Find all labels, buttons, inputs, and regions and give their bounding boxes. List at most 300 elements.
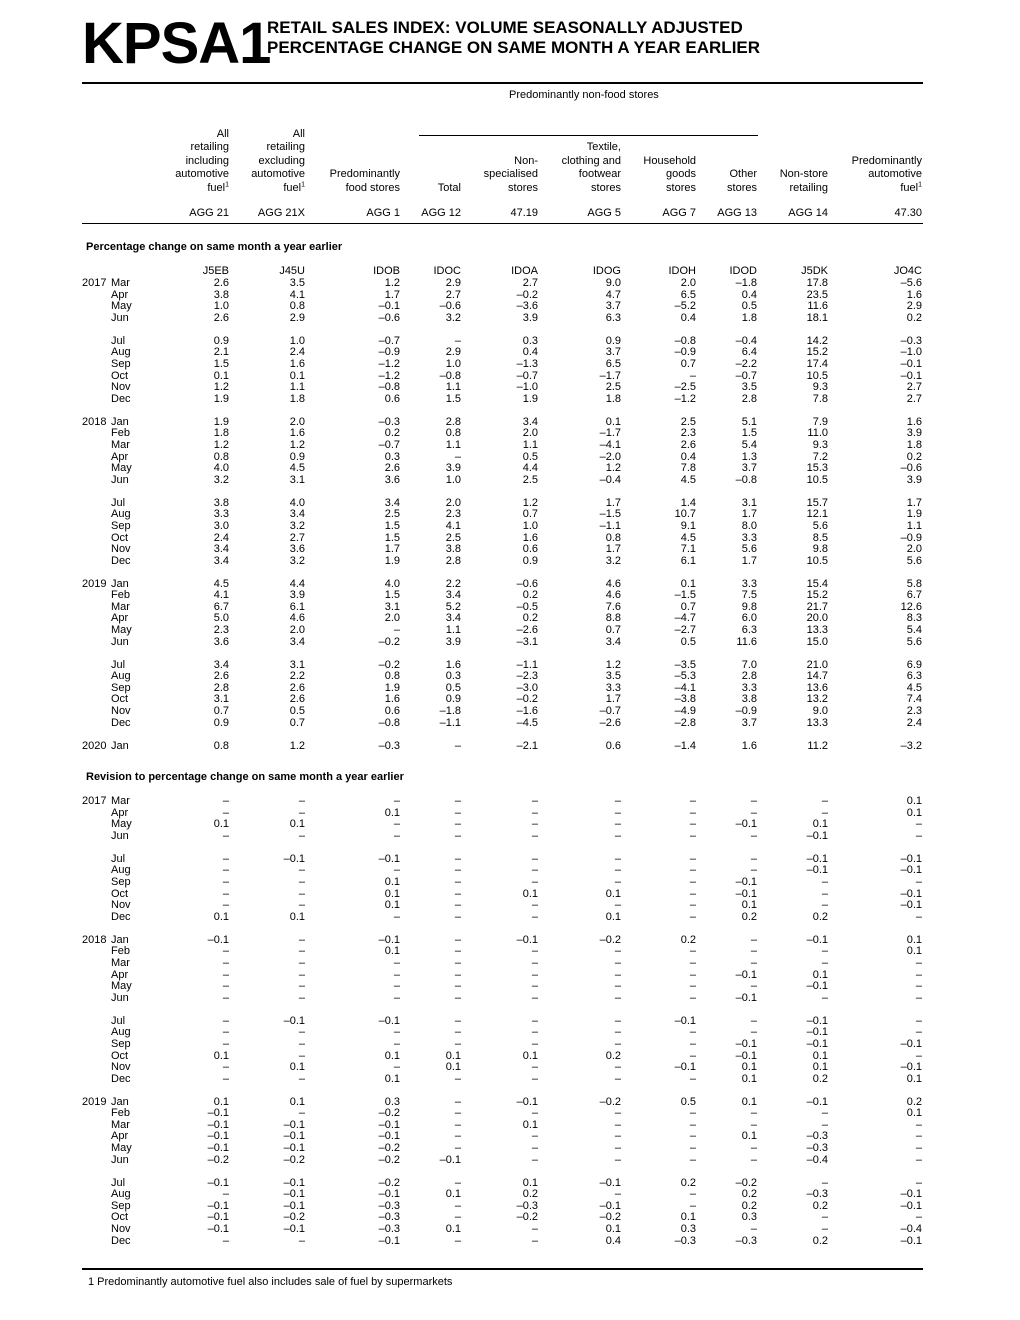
table-cell: 10.5 bbox=[806, 369, 828, 382]
table-cell: – bbox=[222, 991, 229, 1004]
table-cell: – bbox=[689, 887, 696, 900]
table-cell: – bbox=[614, 1061, 621, 1074]
table-cell: – bbox=[689, 369, 696, 382]
table-cell: 6.1 bbox=[289, 600, 305, 613]
table-cell: – bbox=[454, 1199, 461, 1212]
table-cell: – bbox=[750, 956, 757, 969]
table-cell: 0.2 bbox=[906, 1095, 922, 1108]
table-cell: 1.2 bbox=[289, 739, 305, 752]
table-cell: 14.7 bbox=[806, 670, 828, 683]
row-month: Apr bbox=[111, 968, 129, 981]
series-code: IDOH bbox=[668, 265, 696, 277]
table-cell: – bbox=[393, 1061, 400, 1074]
table-cell: –1.5 bbox=[674, 589, 696, 602]
table-cell: – bbox=[454, 968, 461, 981]
table-cell: – bbox=[689, 910, 696, 923]
table-cell: 0.1 bbox=[741, 899, 757, 912]
table-cell: 4.5 bbox=[680, 473, 696, 486]
column-header-text: retailing bbox=[789, 181, 828, 194]
table-cell: – bbox=[222, 806, 229, 819]
table-cell: – bbox=[915, 1026, 922, 1039]
row-month: May bbox=[111, 980, 132, 993]
series-code: J45U bbox=[279, 265, 305, 277]
table-cell: – bbox=[298, 968, 305, 981]
table-cell: 1.6 bbox=[522, 531, 538, 544]
table-cell: – bbox=[821, 945, 828, 958]
table-cell: 0.1 bbox=[384, 1049, 400, 1062]
table-cell: 5.6 bbox=[812, 519, 828, 532]
row-month: Apr bbox=[111, 450, 129, 463]
column-header-line bbox=[562, 168, 621, 181]
agg-code: AGG 21 bbox=[189, 207, 229, 219]
table-cell: – bbox=[821, 991, 828, 1004]
table-cell: – bbox=[531, 956, 538, 969]
table-cell: 6.4 bbox=[741, 346, 757, 359]
table-cell: 10.5 bbox=[806, 554, 828, 567]
table-cell: –0.2 bbox=[378, 658, 400, 671]
table-cell: 2.7 bbox=[906, 392, 922, 405]
table-cell: –0.1 bbox=[900, 899, 922, 912]
column-header-line bbox=[330, 182, 400, 195]
table-cell: –1.6 bbox=[516, 705, 538, 718]
table-cell: 0.1 bbox=[289, 1061, 305, 1074]
table-cell: 0.4 bbox=[522, 346, 538, 359]
table-cell: – bbox=[531, 795, 538, 807]
table-cell: 1.6 bbox=[289, 357, 305, 370]
table-cell: –0.7 bbox=[378, 334, 400, 347]
table-cell: – bbox=[614, 1153, 621, 1166]
section-1-title: Percentage change on same month a year earlier bbox=[86, 241, 343, 253]
table-cell: – bbox=[614, 795, 621, 807]
table-cell: 6.3 bbox=[605, 311, 621, 324]
table-cell: –2.6 bbox=[599, 716, 621, 729]
row-month: Jul bbox=[111, 1176, 126, 1189]
table-cell: 2.4 bbox=[906, 716, 922, 729]
table-cell: 15.2 bbox=[806, 346, 828, 359]
column-header-line bbox=[727, 182, 757, 195]
table-cell: 0.2 bbox=[812, 910, 828, 923]
table-cell: 1.2 bbox=[522, 496, 538, 509]
table-cell: 0.1 bbox=[213, 818, 229, 831]
table-cell: – bbox=[821, 875, 828, 888]
table-cell: – bbox=[915, 1142, 922, 1155]
table-cell: –3.8 bbox=[674, 693, 696, 706]
table-cell: 1.8 bbox=[289, 392, 305, 405]
table-cell: 10.7 bbox=[674, 508, 696, 521]
row-month: Jan bbox=[111, 1095, 129, 1108]
table-cell: – bbox=[750, 1118, 757, 1131]
table-cell: 1.6 bbox=[445, 658, 461, 671]
table-cell: – bbox=[915, 829, 922, 842]
table-cell: 2.2 bbox=[445, 577, 461, 590]
row-month: Sep bbox=[111, 519, 131, 532]
table-cell: 0.2 bbox=[522, 1188, 538, 1201]
table-cell: –2.0 bbox=[599, 450, 621, 463]
table-cell: 0.5 bbox=[522, 450, 538, 463]
table-cell: 0.2 bbox=[812, 1199, 828, 1212]
table-cell: – bbox=[750, 806, 757, 819]
table-cell: –0.1 bbox=[378, 1118, 400, 1131]
table-cell: 18.1 bbox=[806, 311, 828, 324]
table-cell: –0.1 bbox=[900, 1037, 922, 1050]
row-month: Mar bbox=[111, 1118, 130, 1131]
table-cell: 0.7 bbox=[213, 705, 229, 718]
row-month: Nov bbox=[111, 543, 131, 556]
table-cell: – bbox=[531, 1130, 538, 1143]
table-cell: 6.7 bbox=[906, 589, 922, 602]
row-month: Jul bbox=[111, 334, 126, 347]
table-cell: – bbox=[614, 956, 621, 969]
table-cell: – bbox=[531, 1234, 538, 1247]
table-cell: –0.8 bbox=[439, 369, 461, 382]
table-cell: – bbox=[222, 887, 229, 900]
table-cell: 0.3 bbox=[680, 1223, 696, 1236]
table-cell: 0.9 bbox=[445, 693, 461, 706]
table-cell: – bbox=[531, 875, 538, 888]
column-header-text: All bbox=[216, 127, 229, 140]
table-cell: –0.6 bbox=[516, 577, 538, 590]
row-month: Feb bbox=[111, 945, 130, 958]
table-cell: 0.3 bbox=[741, 1211, 757, 1224]
table-cell: 4.1 bbox=[289, 288, 305, 301]
agg-code: AGG 12 bbox=[421, 207, 461, 219]
table-cell: 0.5 bbox=[680, 635, 696, 648]
row-month: Sep bbox=[111, 875, 131, 888]
table-cell: –0.1 bbox=[378, 1234, 400, 1247]
table-cell: –0.1 bbox=[735, 1049, 757, 1062]
table-cell: – bbox=[821, 1118, 828, 1131]
table-cell: – bbox=[454, 852, 461, 865]
table-cell: 2.0 bbox=[906, 543, 922, 556]
table-cell: 0.1 bbox=[522, 887, 538, 900]
row-month: Oct bbox=[111, 887, 129, 900]
agg-code: AGG 1 bbox=[366, 207, 400, 219]
table-cell: –0.2 bbox=[378, 1153, 400, 1166]
table-cell: 17.4 bbox=[806, 357, 828, 370]
table-cell: 1.6 bbox=[384, 693, 400, 706]
table-cell: – bbox=[454, 1107, 461, 1120]
table-cell: – bbox=[298, 899, 305, 912]
table-cell: –0.3 bbox=[516, 1199, 538, 1212]
row-month: Jun bbox=[111, 1153, 129, 1166]
table-cell: –0.1 bbox=[378, 300, 400, 313]
table-cell: – bbox=[393, 1026, 400, 1039]
table-cell: –0.1 bbox=[378, 852, 400, 865]
table-cell: 2.7 bbox=[445, 288, 461, 301]
table-cell: – bbox=[689, 956, 696, 969]
table-cell: 0.5 bbox=[445, 681, 461, 694]
table-cell: 0.1 bbox=[906, 1107, 922, 1120]
table-cell: –0.7 bbox=[599, 705, 621, 718]
table-cell: 3.3 bbox=[605, 681, 621, 694]
column-header-line bbox=[562, 141, 621, 154]
table-cell: –0.3 bbox=[806, 1188, 828, 1201]
table-cell: – bbox=[750, 980, 757, 993]
table-cell: 5.4 bbox=[741, 438, 757, 451]
table-cell: 3.2 bbox=[445, 311, 461, 324]
table-cell: – bbox=[454, 1072, 461, 1085]
table-cell: – bbox=[298, 945, 305, 958]
table-cell: – bbox=[222, 1234, 229, 1247]
table-cell: 3.2 bbox=[289, 519, 305, 532]
column-header-text: Predominantly bbox=[329, 168, 400, 181]
table-cell: – bbox=[222, 945, 229, 958]
table-cell: –2.2 bbox=[735, 357, 757, 370]
table-cell: – bbox=[298, 875, 305, 888]
table-cell: –4.1 bbox=[674, 681, 696, 694]
column-header-line bbox=[438, 182, 461, 195]
table-cell: 4.1 bbox=[213, 589, 229, 602]
table-cell: – bbox=[222, 864, 229, 877]
table-cell: – bbox=[222, 875, 229, 888]
table-cell: –0.2 bbox=[283, 1211, 305, 1224]
table-cell: 5.6 bbox=[906, 554, 922, 567]
table-cell: –5.2 bbox=[674, 300, 696, 313]
table-cell: –0.7 bbox=[516, 369, 538, 382]
table-cell: –0.1 bbox=[283, 852, 305, 865]
table-cell: –0.9 bbox=[735, 705, 757, 718]
table-cell: 0.1 bbox=[289, 369, 305, 382]
table-cell: –0.1 bbox=[735, 1037, 757, 1050]
table-cell: –0.3 bbox=[378, 739, 400, 752]
table-cell: 3.7 bbox=[741, 716, 757, 729]
row-month: Nov bbox=[111, 1223, 131, 1236]
table-cell: –3.0 bbox=[516, 681, 538, 694]
table-cell: 2.6 bbox=[289, 693, 305, 706]
table-cell: 0.8 bbox=[213, 450, 229, 463]
column-header-line bbox=[175, 168, 229, 181]
table-cell: 1.9 bbox=[213, 415, 229, 428]
table-cell: – bbox=[298, 991, 305, 1004]
table-cell: – bbox=[821, 956, 828, 969]
table-cell: –5.3 bbox=[674, 670, 696, 683]
table-cell: –0.1 bbox=[806, 852, 828, 865]
table-cell: 3.2 bbox=[605, 554, 621, 567]
table-cell: 15.7 bbox=[806, 496, 828, 509]
row-month: Sep bbox=[111, 1037, 131, 1050]
table-cell: –1.8 bbox=[735, 277, 757, 289]
row-month: Oct bbox=[111, 1211, 129, 1224]
table-cell: 9.1 bbox=[680, 519, 696, 532]
table-cell: 6.7 bbox=[213, 600, 229, 613]
series-code: JO4C bbox=[893, 265, 922, 277]
table-cell: 2.4 bbox=[213, 531, 229, 544]
table-cell: 2.8 bbox=[445, 554, 461, 567]
table-cell: – bbox=[614, 968, 621, 981]
table-cell: 3.8 bbox=[445, 543, 461, 556]
table-cell: 0.1 bbox=[289, 818, 305, 831]
table-cell: 2.6 bbox=[213, 277, 229, 289]
table-cell: 6.5 bbox=[605, 357, 621, 370]
table-cell: –0.1 bbox=[283, 1223, 305, 1236]
row-month: Sep bbox=[111, 357, 131, 370]
series-code: IDOB bbox=[373, 265, 400, 277]
table-cell: 3.8 bbox=[213, 288, 229, 301]
table-cell: 2.8 bbox=[213, 681, 229, 694]
table-cell: 0.2 bbox=[680, 1176, 696, 1189]
table-cell: 1.3 bbox=[741, 450, 757, 463]
table-cell: 3.4 bbox=[445, 589, 461, 602]
table-cell: 1.1 bbox=[906, 519, 922, 532]
table-cell: –0.1 bbox=[599, 1176, 621, 1189]
table-cell: 3.3 bbox=[741, 681, 757, 694]
table-cell: 0.9 bbox=[289, 450, 305, 463]
table-cell: – bbox=[531, 806, 538, 819]
table-cell: – bbox=[222, 829, 229, 842]
table-cell: – bbox=[689, 806, 696, 819]
table-cell: – bbox=[298, 795, 305, 807]
table-cell: – bbox=[454, 1176, 461, 1189]
table-cell: – bbox=[689, 1026, 696, 1039]
table-cell: – bbox=[222, 1061, 229, 1074]
table-cell: –0.1 bbox=[207, 1176, 229, 1189]
table-cell: – bbox=[915, 1118, 922, 1131]
table-cell: – bbox=[393, 910, 400, 923]
table-cell: – bbox=[531, 945, 538, 958]
table-cell: 0.9 bbox=[605, 334, 621, 347]
table-cell: 2.5 bbox=[445, 531, 461, 544]
table-cell: – bbox=[689, 980, 696, 993]
table-cell: 0.1 bbox=[812, 1061, 828, 1074]
table-cell: – bbox=[689, 1130, 696, 1143]
column-header-line bbox=[484, 168, 538, 181]
table-cell: –0.2 bbox=[207, 1153, 229, 1166]
row-month: Jun bbox=[111, 311, 129, 324]
table-cell: – bbox=[298, 980, 305, 993]
table-cell: 13.2 bbox=[806, 693, 828, 706]
table-cell: 3.4 bbox=[384, 496, 400, 509]
table-cell: –0.3 bbox=[806, 1142, 828, 1155]
table-cell: – bbox=[614, 1037, 621, 1050]
table-cell: – bbox=[393, 624, 400, 637]
table-cell: – bbox=[393, 968, 400, 981]
table-cell: –0.2 bbox=[599, 1211, 621, 1224]
table-cell: – bbox=[614, 852, 621, 865]
table-cell: –2.3 bbox=[516, 670, 538, 683]
table-cell: –2.6 bbox=[516, 624, 538, 637]
column-header-line bbox=[780, 168, 828, 181]
table-cell: –0.1 bbox=[207, 1130, 229, 1143]
table-cell: 0.1 bbox=[213, 1049, 229, 1062]
table-cell: 4.5 bbox=[213, 577, 229, 590]
table-cell: 0.6 bbox=[384, 705, 400, 718]
table-cell: 4.0 bbox=[213, 462, 229, 475]
table-cell: – bbox=[915, 1176, 922, 1189]
column-header-text: fuel bbox=[900, 181, 919, 194]
table-cell: – bbox=[298, 1234, 305, 1247]
table-cell: 21.7 bbox=[806, 600, 828, 613]
table-cell: 1.1 bbox=[445, 624, 461, 637]
table-cell: –0.1 bbox=[806, 980, 828, 993]
table-cell: –0.1 bbox=[806, 933, 828, 946]
table-cell: 7.2 bbox=[812, 450, 828, 463]
agg-code: AGG 5 bbox=[587, 207, 621, 219]
table-cell: – bbox=[393, 956, 400, 969]
table-cell: – bbox=[750, 933, 757, 946]
column-header bbox=[852, 155, 922, 195]
table-cell: 3.3 bbox=[741, 531, 757, 544]
table-cell: 3.1 bbox=[289, 658, 305, 671]
table-cell: 1.8 bbox=[906, 438, 922, 451]
row-month: Aug bbox=[111, 1026, 131, 1039]
table-cell: 0.1 bbox=[445, 1061, 461, 1074]
table-cell: 4.4 bbox=[289, 577, 305, 590]
table-cell: –0.2 bbox=[735, 1176, 757, 1189]
table-cell: 1.7 bbox=[384, 288, 400, 301]
table-cell: – bbox=[531, 1223, 538, 1236]
table-cell: –0.1 bbox=[735, 887, 757, 900]
table-cell: 0.2 bbox=[906, 311, 922, 324]
table-cell: –0.1 bbox=[900, 1061, 922, 1074]
table-cell: 4.7 bbox=[605, 288, 621, 301]
row-month: Sep bbox=[111, 681, 131, 694]
table-cell: – bbox=[614, 875, 621, 888]
table-cell: 11.6 bbox=[807, 300, 828, 313]
table-cell: – bbox=[454, 806, 461, 819]
table-cell: 3.4 bbox=[213, 543, 229, 556]
table-cell: – bbox=[750, 829, 757, 842]
column-header-text: specialised bbox=[483, 168, 538, 181]
table-cell: 3.4 bbox=[445, 612, 461, 625]
top-rule bbox=[82, 82, 923, 84]
table-cell: –0.2 bbox=[516, 693, 538, 706]
row-month: Jun bbox=[111, 635, 129, 648]
table-cell: 4.5 bbox=[289, 462, 305, 475]
table-cell: –0.2 bbox=[378, 1142, 400, 1155]
table-cell: 1.8 bbox=[213, 427, 229, 440]
table-cell: 3.9 bbox=[445, 462, 461, 475]
table-cell: 0.7 bbox=[522, 508, 538, 521]
table-cell: 0.2 bbox=[522, 589, 538, 602]
table-cell: – bbox=[222, 1014, 229, 1027]
table-cell: –0.2 bbox=[378, 1107, 400, 1120]
row-month: Jan bbox=[111, 577, 129, 590]
table-cell: –1.2 bbox=[378, 369, 400, 382]
table-cell: – bbox=[531, 1026, 538, 1039]
table-cell: – bbox=[821, 1107, 828, 1120]
table-cell: –0.1 bbox=[806, 1026, 828, 1039]
column-header-line bbox=[852, 182, 922, 195]
table-cell: 0.8 bbox=[213, 739, 229, 752]
table-cell: –0.1 bbox=[674, 1061, 696, 1074]
table-cell: –4.1 bbox=[599, 438, 621, 451]
table-cell: 0.2 bbox=[741, 1188, 757, 1201]
table-cell: – bbox=[393, 980, 400, 993]
table-cell: – bbox=[614, 806, 621, 819]
table-cell: 0.1 bbox=[741, 1095, 757, 1108]
table-cell: – bbox=[454, 1014, 461, 1027]
table-cell: 3.9 bbox=[522, 311, 538, 324]
table-cell: 23.5 bbox=[806, 288, 828, 301]
table-cell: 2.5 bbox=[384, 508, 400, 521]
table-cell: 0.4 bbox=[680, 311, 696, 324]
table-cell: – bbox=[689, 1153, 696, 1166]
table-cell: 4.6 bbox=[605, 589, 621, 602]
column-header bbox=[562, 141, 621, 195]
table-cell: 1.7 bbox=[605, 496, 621, 509]
table-cell: 11.0 bbox=[807, 427, 828, 440]
table-cell: – bbox=[821, 795, 828, 807]
table-cell: – bbox=[531, 1107, 538, 1120]
table-cell: –0.3 bbox=[735, 1234, 757, 1247]
table-cell: – bbox=[393, 795, 400, 807]
table-cell: 1.2 bbox=[384, 277, 400, 289]
table-cell: –1.7 bbox=[599, 427, 621, 440]
table-cell: – bbox=[689, 852, 696, 865]
table-cell: – bbox=[750, 1014, 757, 1027]
table-cell: 0.2 bbox=[522, 612, 538, 625]
table-cell: – bbox=[689, 1118, 696, 1131]
